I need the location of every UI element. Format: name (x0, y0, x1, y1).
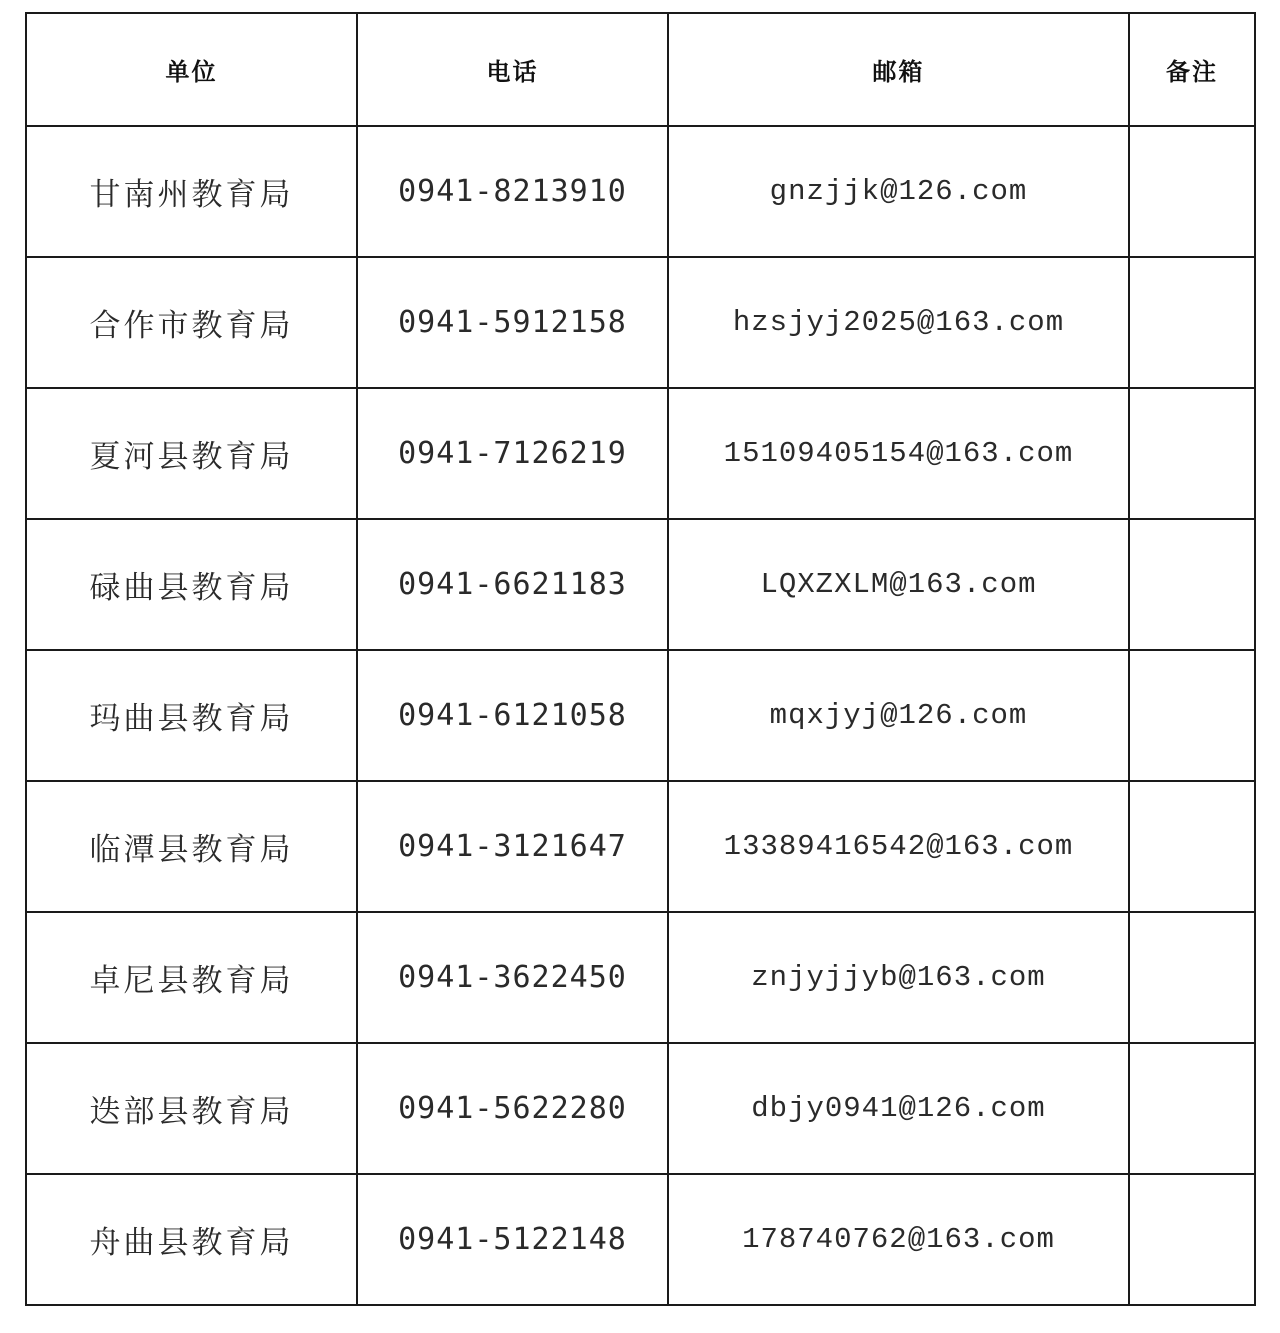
phone-cell: 0941-3121647 (357, 781, 668, 912)
unit-cell: 玛曲县教育局 (26, 650, 357, 781)
unit-cell: 夏河县教育局 (26, 388, 357, 519)
table-header-row (26, 13, 1255, 126)
table-row (26, 257, 1255, 388)
phone-cell: 0941-5622280 (357, 1043, 668, 1174)
unit-cell: 甘南州教育局 (26, 126, 357, 257)
email-cell: dbjy0941@126.com (668, 1043, 1129, 1174)
note-cell (1129, 1174, 1255, 1305)
phone-cell: 0941-6121058 (357, 650, 668, 781)
phone-cell: 0941-5122148 (357, 1174, 668, 1305)
email-cell: 13389416542@163.com (668, 781, 1129, 912)
table-row (26, 1174, 1255, 1305)
email-cell: znjyjjyb@163.com (668, 912, 1129, 1043)
unit-cell: 临潭县教育局 (26, 781, 357, 912)
table-row (26, 781, 1255, 912)
phone-cell: 0941-5912158 (357, 257, 668, 388)
phone-cell: 0941-3622450 (357, 912, 668, 1043)
note-cell (1129, 781, 1255, 912)
unit-cell: 舟曲县教育局 (26, 1174, 357, 1305)
note-cell (1129, 388, 1255, 519)
table-row (26, 912, 1255, 1043)
header-note: 备注 (1129, 13, 1255, 126)
note-cell (1129, 1043, 1255, 1174)
table-row (26, 1043, 1255, 1174)
table-row (26, 388, 1255, 519)
table-row (26, 519, 1255, 650)
phone-cell: 0941-6621183 (357, 519, 668, 650)
contacts-document (25, 12, 1254, 1306)
email-cell: 178740762@163.com (668, 1174, 1129, 1305)
email-cell: LQXZXLM@163.com (668, 519, 1129, 650)
unit-cell: 合作市教育局 (26, 257, 357, 388)
unit-cell: 卓尼县教育局 (26, 912, 357, 1043)
email-cell: 15109405154@163.com (668, 388, 1129, 519)
email-cell: gnzjjk@126.com (668, 126, 1129, 257)
table-row (26, 650, 1255, 781)
header-unit: 单位 (26, 13, 357, 126)
phone-cell: 0941-7126219 (357, 388, 668, 519)
unit-cell: 碌曲县教育局 (26, 519, 357, 650)
unit-cell: 迭部县教育局 (26, 1043, 357, 1174)
note-cell (1129, 126, 1255, 257)
note-cell (1129, 650, 1255, 781)
note-cell (1129, 257, 1255, 388)
email-cell: mqxjyj@126.com (668, 650, 1129, 781)
phone-cell: 0941-8213910 (357, 126, 668, 257)
contacts-table (25, 12, 1256, 1306)
header-phone: 电话 (357, 13, 668, 126)
header-email: 邮箱 (668, 13, 1129, 126)
email-cell: hzsjyj2025@163.com (668, 257, 1129, 388)
table-row (26, 126, 1255, 257)
note-cell (1129, 519, 1255, 650)
note-cell (1129, 912, 1255, 1043)
